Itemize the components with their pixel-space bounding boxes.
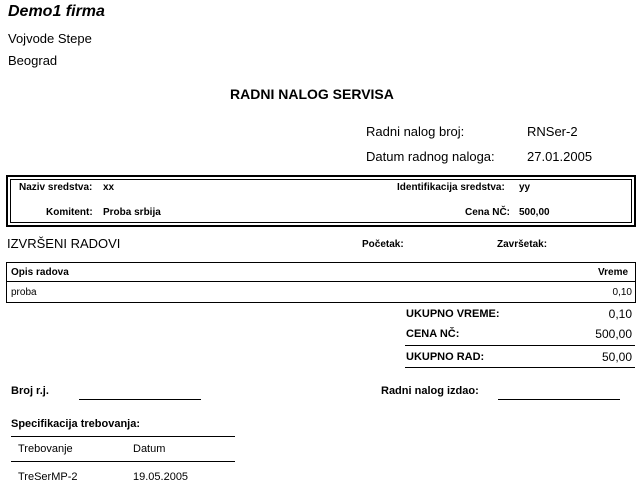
company-address-line2: Beograd xyxy=(8,53,58,68)
total-work-label: UKUPNO RAD: xyxy=(406,351,485,363)
document-title: RADNI NALOG SERVISA xyxy=(230,86,394,102)
works-header-divider xyxy=(6,281,636,282)
rj-signature-line xyxy=(79,399,201,400)
requisition-row-number: TreSerMP-2 xyxy=(18,471,78,483)
asset-detail-box xyxy=(6,175,636,227)
company-address-line1: Vojvode Stepe xyxy=(8,31,92,46)
total-time-label: UKUPNO VREME: xyxy=(406,308,500,320)
asset-price-value: 500,00 xyxy=(519,207,550,218)
rj-label: Broj r.j. xyxy=(11,385,49,397)
company-name: Demo1 firma xyxy=(8,3,105,20)
works-col-description: Opis radova xyxy=(11,267,69,278)
requisition-row-date: 19.05.2005 xyxy=(133,471,189,483)
totals-bottom-line xyxy=(405,367,635,368)
order-number-value: RNSer-2 xyxy=(527,124,578,139)
works-row-description: proba xyxy=(11,287,37,298)
totals-divider xyxy=(405,345,635,346)
works-row-time: 0,10 xyxy=(612,287,632,298)
order-number-label: Radni nalog broj: xyxy=(366,124,465,139)
client-value: Proba srbija xyxy=(103,207,161,218)
end-label: Završetak: xyxy=(497,239,548,250)
requisition-header-divider xyxy=(11,461,235,462)
issued-by-signature-line xyxy=(498,399,620,400)
requisition-top-line xyxy=(11,436,235,437)
requisition-col-date: Datum xyxy=(133,443,166,455)
asset-id-value: yy xyxy=(519,182,531,193)
start-label: Početak: xyxy=(362,239,404,250)
asset-name-value: xx xyxy=(103,182,115,193)
asset-price-label: Cena NČ: xyxy=(465,207,511,218)
totals-price-value: 500,00 xyxy=(595,327,632,341)
works-section-title: IZVRŠENI RADOVI xyxy=(7,236,121,251)
order-date-label: Datum radnog naloga: xyxy=(366,149,495,164)
works-table xyxy=(6,262,636,302)
works-table-bottom xyxy=(6,302,636,303)
order-date-value: 27.01.2005 xyxy=(527,149,593,164)
requisition-title: Specifikacija trebovanja: xyxy=(11,418,140,430)
requisition-col-number: Trebovanje xyxy=(18,443,73,455)
issued-by-label: Radni nalog izdao: xyxy=(381,385,479,397)
asset-name-label: Naziv sredstva: xyxy=(19,182,93,193)
client-label: Komitent: xyxy=(46,207,93,218)
totals-price-label: CENA NČ: xyxy=(406,328,460,340)
works-col-time: Vreme xyxy=(598,267,629,278)
total-work-value: 50,00 xyxy=(601,350,632,364)
asset-id-label: Identifikacija sredstva: xyxy=(397,182,505,193)
total-time-value: 0,10 xyxy=(608,307,632,321)
